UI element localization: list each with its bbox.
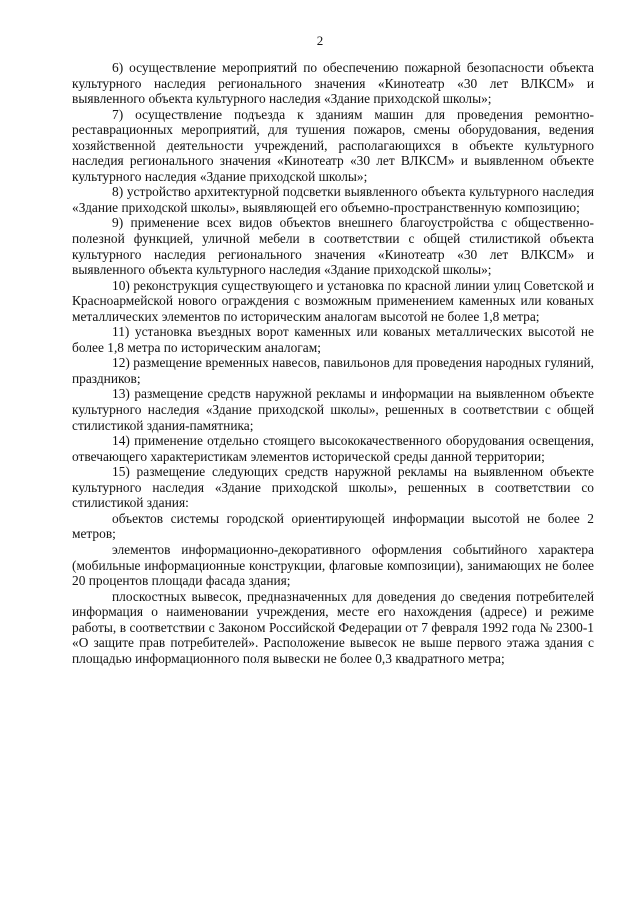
document-body <box>72 60 594 666</box>
paragraph-sub-decorative-elements: элементов информационно-декоративного оформления событийного характера (мобильные информационные конструкции, флаговые композиции), занимающих не более 20 процентов площади фасада здания; <box>72 541 594 589</box>
paragraph-item-13: 13) размещение средств наружной рекламы и информации на выявленном объекте культурного наследия «Здание приходской школы», решенных в соответствии с общей стилистикой здания-памятника; <box>72 386 594 433</box>
paragraph-item-9: 9) применение всех видов объектов внешнего благоустройства с общественно-полезной функцией, уличной мебели в соответствии с общей стилистикой объекта культурного наследия регионального значения «Кинотеатр «30 лет ВЛКСМ» и выявленного объекта культурного наследия «Здание приходской школы»; <box>72 215 594 278</box>
paragraph-item-14: 14) применение отдельно стоящего высококачественного оборудования освещения, отвечающего характеристикам элементов исторической среды данной территории; <box>72 433 594 464</box>
paragraph-item-7: 7) осуществление подъезда к зданиям машин для проведения ремонтно-реставрационных мероприятий, для тушения пожаров, смены оборудования, ведения хозяйственной деятельности учреждений, располагающихся в объекте культурного наследия регионального значения «Кинотеатр «30 лет ВЛКСМ» и выявленном объекте культурного наследия «Здание приходской школы»; <box>72 106 594 184</box>
paragraph-item-10: 10) реконструкция существующего и установка по красной линии улиц Советской и Красноармейской нового ограждения с возможным применением каменных или кованых металлических элементов по историческим аналогам высотой не более 1,8 метра; <box>72 277 594 324</box>
paragraph-item-6: 6) осуществление мероприятий по обеспечению пожарной безопасности объекта культурного наследия регионального значения «Кинотеатр «30 лет ВЛКСМ» и выявленного объекта культурного наследия «Здание приходской школы»; <box>72 60 594 107</box>
paragraph-sub-flat-signs: плоскостных вывесок, предназначенных для доведения до сведения потребителей информация о наименовании учреждения, месте его нахождения (адресе) и режиме работы, в соответствии с Законом Российской Федерации от 7 февраля 1992 года № 2300-1 «О защите прав потребителей». Расположение вывесок не выше первого этажа здания с площадью информационного поля вывески не более 0,3 квадратного метра; <box>72 588 594 666</box>
paragraph-item-15: 15) размещение следующих средств наружной рекламы на выявленном объекте культурного наследия «Здание приходской школы», решенных в соответствии со стилистикой здания: <box>72 464 594 511</box>
paragraph-item-11: 11) установка въездных ворот каменных или кованых металлических высотой не более 1,8 метра по историческим аналогам; <box>72 324 594 355</box>
paragraph-item-8: 8) устройство архитектурной подсветки выявленного объекта культурного наследия «Здание приходской школы», выявляющей его объемно-пространственную композицию; <box>72 184 594 215</box>
paragraph-sub-orientation-info: объектов системы городской ориентирующей информации высотой не более 2 метров; <box>72 510 594 542</box>
paragraph-item-12: 12) размещение временных навесов, павильонов для проведения народных гуляний, праздников; <box>72 355 594 386</box>
page-number: 2 <box>316 33 324 48</box>
